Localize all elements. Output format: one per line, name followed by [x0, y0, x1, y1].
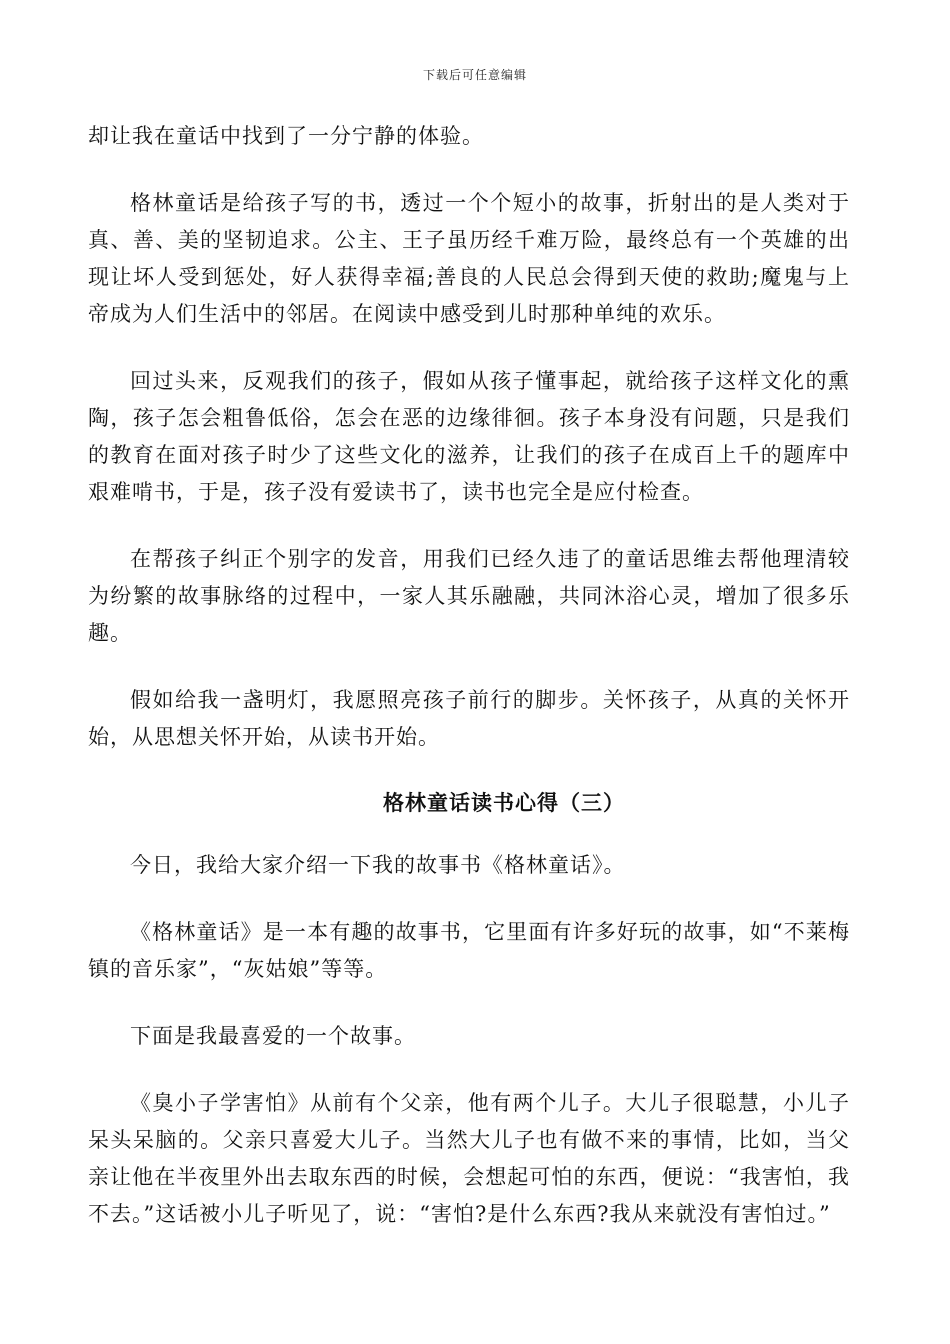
paragraph: 在帮孩子纠正个别字的发音，用我们已经久违了的童话思维去帮他理清较为纷繁的故事脉络的过程中，一家人其乐融融，共同沐浴心灵，增加了很多乐趣。 — [88, 547, 850, 645]
paragraph: 下面是我最喜爱的一个故事。 — [130, 1024, 416, 1048]
document-body — [88, 118, 850, 1263]
paragraph: 假如给我一盏明灯，我愿照亮孩子前行的脚步。关怀孩子，从真的关怀开始，从思想关怀开始，从读书开始。 — [88, 688, 850, 749]
paragraph: 回过头来，反观我们的孩子，假如从孩子懂事起，就给孩子这样文化的熏陶，孩子怎会粗鲁低俗，怎会在恶的边缘徘徊。孩子本身没有问题，只是我们的教育在面对孩子时少了这些文化的滋养，让我们的孩子在成百上千的题库中艰难啃书，于是，孩子没有爱读书了，读书也完全是应付检查。 — [88, 369, 850, 504]
paragraph: 《格林童话》是一本有趣的故事书，它里面有许多好玩的故事，如“不莱梅镇的音乐家”，“灰姑娘”等等。 — [88, 920, 850, 981]
section-title: 格林童话读书心得（三） — [383, 790, 625, 815]
paragraph: 格林童话是给孩子写的书，透过一个个短小的故事，折射出的是人类对于真、善、美的坚韧追求。公主、王子虽历经千难万险，最终总有一个英雄的出现让坏人受到惩处，好人获得幸福;善良的人民总会得到天使的救助;魔鬼与上帝成为人们生活中的邻居。在阅读中感受到儿时那种单纯的欢乐。 — [88, 191, 850, 326]
paragraph: 今日，我给大家介绍一下我的故事书《格林童话》。 — [130, 853, 626, 877]
paragraph: 《臭小子学害怕》从前有个父亲，他有两个儿子。大儿子很聪慧，小儿子呆头呆脑的。父亲只喜爱大儿子。当然大儿子也有做不来的事情，比如，当父亲让他在半夜里外出去取东西的时候，会想起可怕的东西，便说：“我害怕，我不去。”这话被小儿子听见了，说：“害怕?是什么东西?我从来就没有害怕过。” — [88, 1091, 850, 1226]
paragraph: 却让我在童话中找到了一分宁静的体验。 — [88, 124, 484, 148]
header-note: 下载后可任意编辑 — [422, 68, 527, 82]
